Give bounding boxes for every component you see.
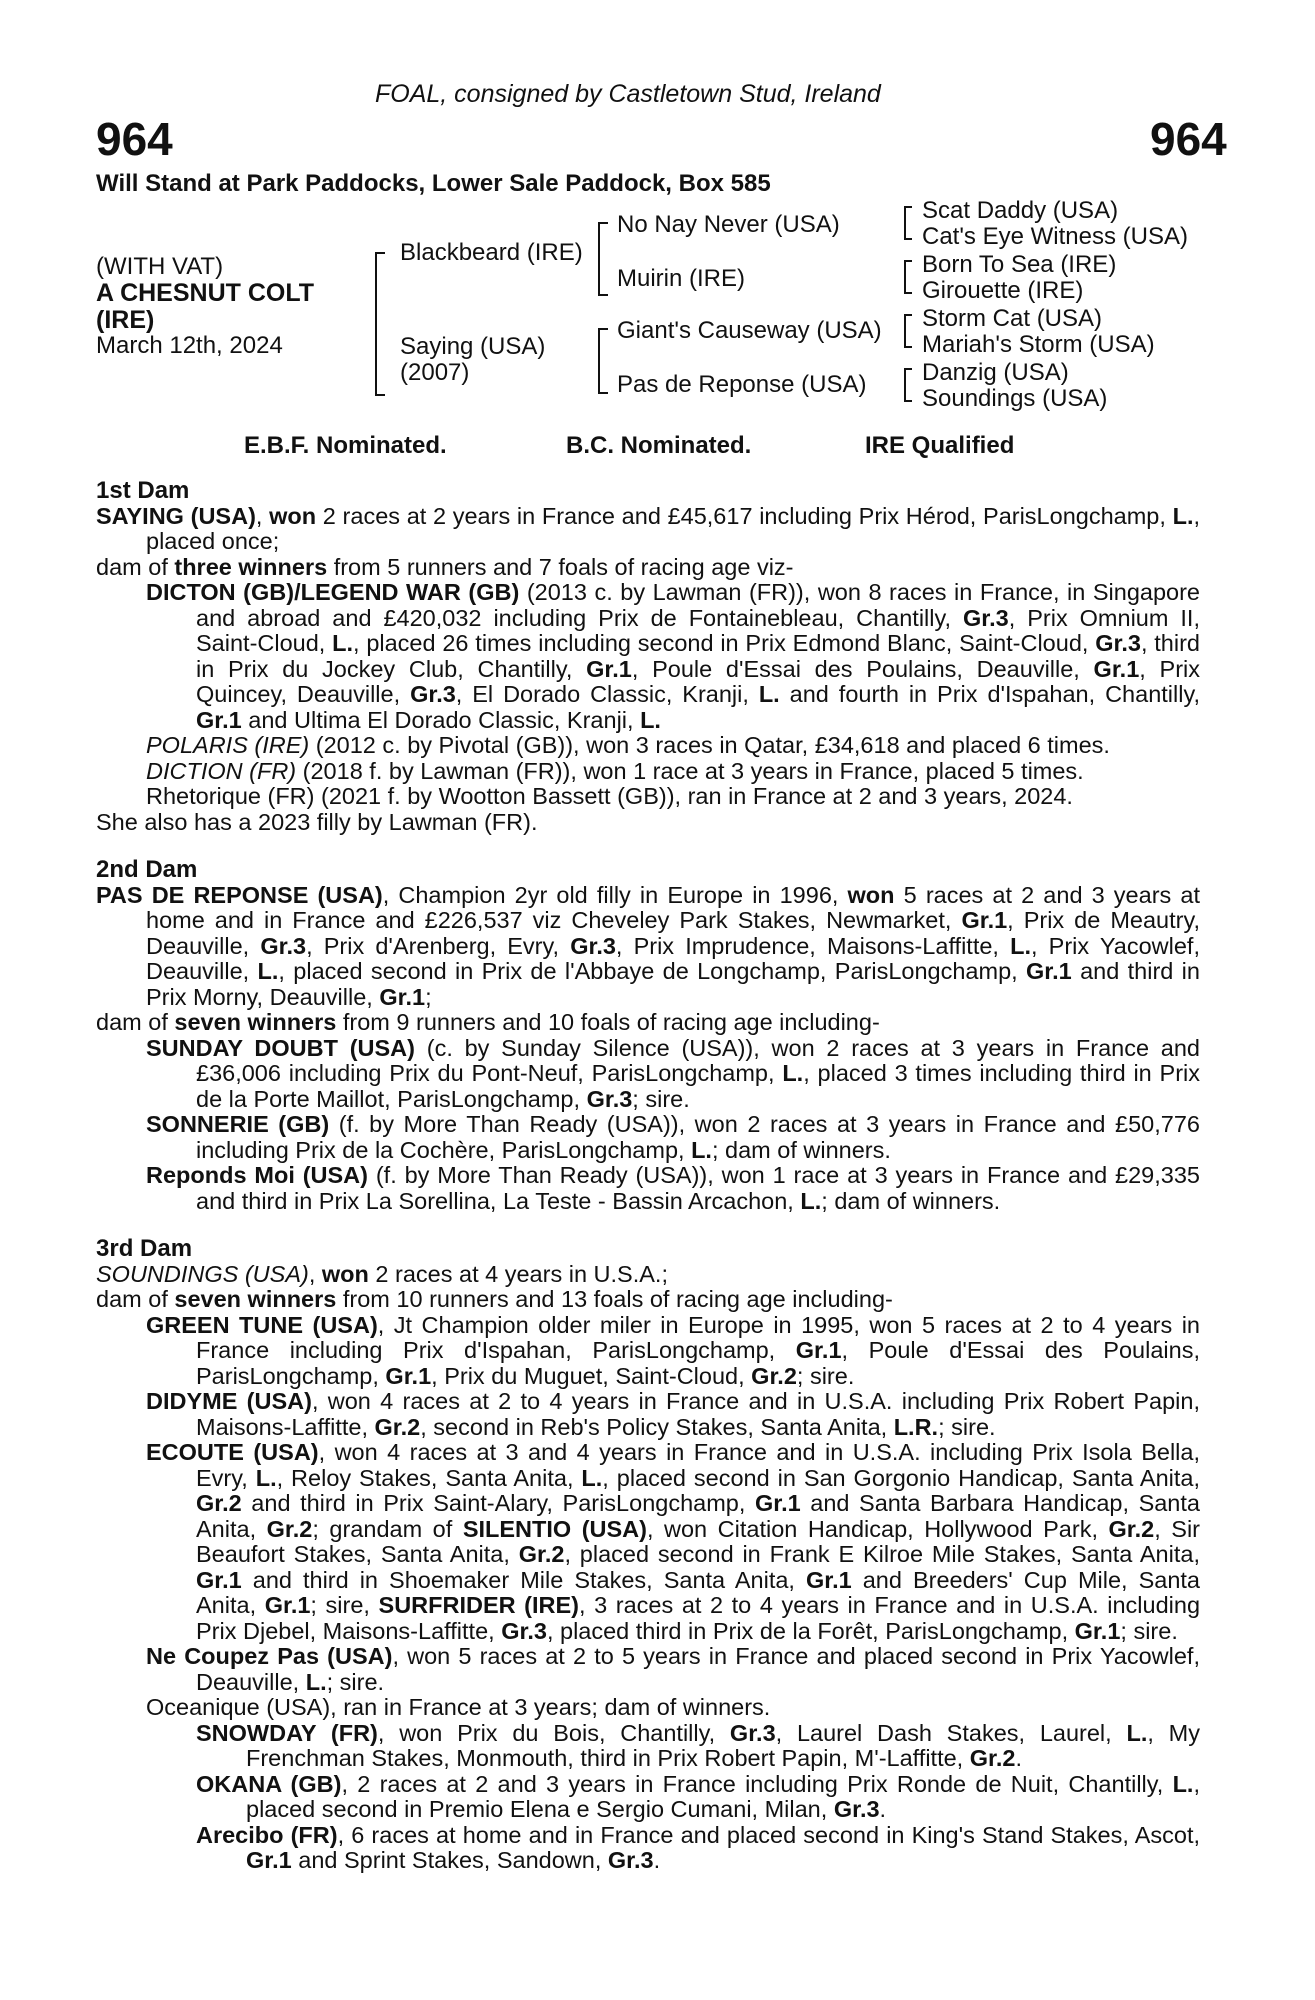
ebf-nomination: E.B.F. Nominated. xyxy=(244,432,447,459)
entry-text: , Poule d'Essai des Poulains, Deauville, xyxy=(631,655,1094,682)
entry-text: , Prix Quincey, Deauville, xyxy=(196,655,1200,707)
entry-text: , second in Reb's Policy Stakes, Santa Anita, xyxy=(420,1413,894,1440)
entry-text: . xyxy=(1015,1745,1022,1771)
catalogue-entry xyxy=(96,810,1200,836)
bold-text: L. xyxy=(800,1187,822,1214)
horse-name: GREEN TUNE (USA) xyxy=(146,1311,378,1338)
catalogue-entry xyxy=(96,1010,1200,1036)
pedigree-notes xyxy=(96,478,1200,1874)
bold-text: L. xyxy=(255,1464,277,1491)
entry-text: , 2 races at 2 and 3 years in France including Prix Ronde de Nuit, Chantilly, xyxy=(341,1770,1173,1797)
catalogue-entry xyxy=(96,1721,1200,1772)
catalogue-entry xyxy=(96,1389,1200,1440)
entry-text: from 10 runners and 13 foals of racing age including- xyxy=(336,1286,893,1312)
horse-name: SAYING (USA) xyxy=(96,502,256,529)
horse-name: SURFRIDER (IRE) xyxy=(378,1592,580,1618)
dam-sire-dam: Mariah's Storm (USA) xyxy=(922,331,1155,358)
bold-text: Gr.1 xyxy=(1074,1617,1121,1644)
entry-text: ; xyxy=(425,983,432,1010)
entry-text: , My Frenchman Stakes, Monmouth, third in Prix Robert Papin, M'-Laffitte, xyxy=(246,1719,1200,1771)
bold-text: Gr.1 xyxy=(754,1490,801,1516)
bold-text: Gr.3 xyxy=(410,681,456,707)
dam-sire: Giant's Causeway (USA) xyxy=(617,317,882,344)
consignment-line: FOAL, consigned by Castletown Stud, Ireland xyxy=(375,80,881,108)
entry-text: . xyxy=(653,1847,661,1873)
bold-text: Gr.1 xyxy=(385,1362,432,1389)
entry-text: , Prix Imprudence, Maisons-Laffitte, xyxy=(615,932,1011,959)
entry-text: , 3 races at 2 to 4 years in France and in U.S.A. including Prix Djebel, Maisons-Laffitte, xyxy=(196,1592,1201,1644)
entry-text: and Santa Barbara Handicap, Santa Anita, xyxy=(196,1490,1200,1542)
dd-brace xyxy=(904,368,912,402)
entry-text: , xyxy=(255,502,270,529)
bold-text: Gr.1 xyxy=(379,983,426,1010)
horse-name: DICTON (GB)/LEGEND WAR (GB) xyxy=(146,579,520,605)
catalogue-entry xyxy=(96,555,1200,581)
entry-text: , placed second in Prix de l'Abbaye de Longchamp, ParisLongchamp, xyxy=(278,958,1027,984)
entry-text: (2018 f. by Lawman (FR)), won 1 race at 3 years in France, placed 5 times. xyxy=(296,757,1084,784)
bold-text: L. xyxy=(1172,502,1194,529)
bold-text: Gr.3 xyxy=(1095,630,1141,656)
lot-number-left: 964 xyxy=(96,113,173,165)
bold-text: Gr.2 xyxy=(266,1515,313,1542)
entry-text: , 6 races at home and in France and placed second in King's Stand Stakes, Ascot, xyxy=(337,1821,1201,1848)
entry-text: ; dam of winners. xyxy=(821,1187,1001,1214)
entry-text: , placed 3 times including third in Prix de la Porte Maillot, ParisLongchamp, xyxy=(196,1060,1200,1112)
main-brace xyxy=(375,252,385,396)
section-heading: 1st Dam xyxy=(96,477,190,504)
sire-sire-sire: Scat Daddy (USA) xyxy=(922,197,1119,224)
entry-text: , placed second in San Gorgonio Handicap, Santa Anita, xyxy=(602,1464,1201,1491)
entry-text: from 9 runners and 10 foals of racing age including- xyxy=(336,1009,880,1035)
bold-text: L. xyxy=(758,681,780,707)
horse-name: SUNDAY DOUBT (USA) xyxy=(146,1034,415,1061)
bold-text: L. xyxy=(332,630,353,656)
bold-text: Gr.3 xyxy=(607,1847,654,1873)
entry-text: 2 races at 4 years in U.S.A.; xyxy=(368,1260,668,1287)
entry-text: ; sire. xyxy=(796,1362,855,1389)
sire-sire-dam: Cat's Eye Witness (USA) xyxy=(922,223,1188,250)
bold-text: seven winners xyxy=(174,1286,337,1312)
horse-name: SNOWDAY (FR) xyxy=(196,1719,378,1746)
entry-text: , El Dorado Classic, Kranji, xyxy=(455,681,759,707)
entry-text: , Poule d'Essai des Poulains, ParisLongchamp, xyxy=(196,1337,1200,1389)
horse-name: PAS DE REPONSE (USA) xyxy=(96,881,383,908)
entry-text: , placed 26 times including second in Prix Edmond Blanc, Saint-Cloud, xyxy=(353,630,1096,656)
bold-text: Gr.1 xyxy=(586,655,632,682)
entry-text: , Prix Yacowlef, Deauville, xyxy=(146,932,1200,984)
entry-text: and Sprint Stakes, Sandown, xyxy=(291,1847,608,1873)
entry-text: 2 races at 2 years in France and £45,617 including Prix Hérod, ParisLongchamp, xyxy=(316,502,1173,529)
entry-text: . xyxy=(879,1796,887,1822)
sire-sire: No Nay Never (USA) xyxy=(617,211,840,238)
catalogue-entry xyxy=(96,883,1200,1011)
catalogue-entry xyxy=(96,1644,1200,1695)
lot-number-right: 964 xyxy=(1150,113,1227,165)
catalogue-entry xyxy=(96,1440,1200,1644)
horse-name: Reponds Moi (USA) xyxy=(146,1162,368,1188)
entry-text: 5 races at 2 and 3 years at home and in France and £226,537 viz Cheveley Park Stakes, Newmarket, xyxy=(146,881,1200,933)
bold-text: won xyxy=(321,1260,369,1287)
bold-text: L. xyxy=(305,1668,327,1695)
bold-text: L. xyxy=(581,1464,603,1491)
ds-brace xyxy=(904,314,912,348)
entry-text: (f. by More Than Ready (USA)), won 1 race at 3 years in France and £29,335 and third in Prix La Sorellina, La Teste - Bassin Arcachon, xyxy=(196,1162,1200,1214)
entry-text: (2013 c. by Lawman (FR)), won 8 races in France, in Singapore and abroad and £420,032 including Prix de Fontainebleau, Chantilly, xyxy=(196,579,1200,631)
entry-text: and third in Prix Saint-Alary, ParisLongchamp, xyxy=(241,1490,755,1516)
bc-nomination: B.C. Nominated. xyxy=(566,432,752,459)
section-heading: 2nd Dam xyxy=(96,856,198,883)
bold-text: Gr.1 xyxy=(795,1337,842,1363)
sire-dam-dam: Girouette (IRE) xyxy=(922,277,1084,304)
catalogue-entry xyxy=(96,504,1200,555)
entry-text: , won 4 races at 3 and 4 years in France and in U.S.A. including Prix Isola Bella, Evry, xyxy=(196,1439,1200,1491)
entry-text: ; sire. xyxy=(1120,1617,1178,1644)
ss-brace xyxy=(904,206,912,240)
entry-text: , Champion 2yr old filly in Europe in 1996, xyxy=(382,881,848,908)
catalogue-entry xyxy=(96,1772,1200,1823)
bold-text: won xyxy=(847,881,895,908)
bold-text: Gr.2 xyxy=(1108,1515,1155,1542)
entry-text: dam of xyxy=(96,1286,175,1312)
horse-name: Ne Coupez Pas (USA) xyxy=(146,1643,393,1669)
horse-name: DIDYME (USA) xyxy=(146,1388,312,1414)
dam-sire-sire: Storm Cat (USA) xyxy=(922,305,1103,332)
entry-text: Oceanique (USA), ran in France at 3 years; dam of winners. xyxy=(146,1694,771,1720)
catalogue-entry xyxy=(96,1313,1200,1390)
catalogue-entry xyxy=(96,1262,1200,1288)
horse-name: OKANA (GB) xyxy=(196,1770,342,1797)
location-line: Will Stand at Park Paddocks, Lower Sale Paddock, Box 585 xyxy=(96,170,771,197)
bold-text: Gr.1 xyxy=(961,907,1008,933)
entry-text: , Jt Champion older miler in Europe in 1995, won 5 races at 2 to 4 years in France including Prix d'Ispahan, ParisLongchamp, xyxy=(196,1311,1200,1363)
catalogue-entry xyxy=(96,759,1200,785)
bold-text: Gr.1 xyxy=(264,1592,311,1618)
bold-text: L. xyxy=(1010,932,1031,959)
entry-text: , won Citation Handicap, Hollywood Park, xyxy=(646,1515,1109,1542)
dam-dam-sire: Danzig (USA) xyxy=(922,359,1069,386)
sire-brace xyxy=(598,222,608,296)
entry-text: , Prix Omnium II, Saint-Cloud, xyxy=(196,604,1200,656)
bold-text: Gr.3 xyxy=(570,932,616,959)
entry-text: , Prix d'Arenberg, Evry, xyxy=(306,932,571,959)
bold-text: L. xyxy=(782,1060,804,1086)
catalogue-entry xyxy=(96,1036,1200,1113)
entry-text: ; dam of winners. xyxy=(711,1136,891,1163)
bold-text: Gr.3 xyxy=(586,1085,633,1112)
dam-brace xyxy=(598,328,608,394)
entry-text: , placed second in Premio Elena e Sergio Cumani, Milan, xyxy=(246,1770,1200,1822)
bold-text: Gr.3 xyxy=(501,1617,547,1644)
bold-text: L. xyxy=(640,706,661,733)
entry-text: SOUNDINGS (USA) xyxy=(96,1260,309,1287)
bold-text: L.R. xyxy=(893,1413,939,1440)
foaling-date: March 12th, 2024 xyxy=(96,332,283,359)
bold-text: seven winners xyxy=(174,1009,337,1035)
entry-text: dam of xyxy=(96,1009,175,1035)
entry-text: , Prix de Meautry, Deauville, xyxy=(146,907,1200,959)
entry-text: , placed third in Prix de la Forêt, ParisLongchamp, xyxy=(546,1617,1075,1644)
entry-text: and fourth in Prix d'Ispahan, Chantilly, xyxy=(779,681,1200,707)
entry-text: and third in Prix Morny, Deauville, xyxy=(146,958,1200,1010)
entry-text: , won 5 races at 2 to 5 years in France and placed second in Prix Yacowlef, Deauville, xyxy=(196,1643,1200,1695)
bold-text: Gr.2 xyxy=(374,1413,421,1440)
sire-dam: Muirin (IRE) xyxy=(617,265,746,292)
bold-text: Gr.2 xyxy=(969,1745,1016,1771)
dam-dam-dam: Soundings (USA) xyxy=(922,385,1108,412)
bold-text: Gr.2 xyxy=(518,1541,565,1567)
bold-text: Gr.3 xyxy=(729,1719,776,1746)
bold-text: Gr.3 xyxy=(833,1796,880,1822)
entry-text: ; sire. xyxy=(632,1085,690,1112)
entry-text: , placed once; xyxy=(146,502,1201,554)
sd-brace xyxy=(904,260,912,294)
catalogue-entry xyxy=(96,1163,1200,1214)
bold-text: Gr.1 xyxy=(196,706,242,733)
entry-text: , xyxy=(308,1260,322,1287)
catalogue-entry xyxy=(96,784,1200,810)
catalogue-entry xyxy=(96,1695,1200,1721)
bold-text: Gr.1 xyxy=(805,1566,852,1593)
bold-text: L. xyxy=(691,1136,712,1163)
sire-dam-sire: Born To Sea (IRE) xyxy=(922,251,1117,278)
horse-name: ECOUTE (USA) xyxy=(146,1439,319,1465)
entry-text: ; sire, xyxy=(310,1592,379,1618)
entry-text: Rhetorique (FR) (2021 f. by Wootton Bassett (GB)), ran in France at 2 and 3 years, 2024. xyxy=(146,783,1073,809)
dam-dam: Pas de Reponse (USA) xyxy=(617,371,867,398)
dam: Saying (USA) xyxy=(400,333,546,360)
entry-text: , Laurel Dash Stakes, Laurel, xyxy=(775,1719,1127,1746)
entry-text: , won Prix du Bois, Chantilly, xyxy=(377,1719,730,1746)
catalogue-entry xyxy=(96,580,1200,733)
bold-text: Gr.1 xyxy=(196,1566,242,1593)
dam-year: (2007) xyxy=(400,359,470,386)
entry-text: and third in Shoemaker Mile Stakes, Santa Anita, xyxy=(241,1566,806,1593)
entry-text: (f. by More Than Ready (USA)), won 2 races at 3 years in France and £50,776 including Prix de la Cochère, ParisLongchamp, xyxy=(196,1111,1200,1163)
entry-text: , placed second in Frank E Kilroe Mile Stakes, Santa Anita, xyxy=(564,1541,1200,1567)
bold-text: Gr.3 xyxy=(963,604,1009,631)
entry-text: DICTION (FR) xyxy=(146,757,297,784)
entry-text: POLARIS (IRE) xyxy=(146,732,310,758)
catalogue-entry xyxy=(96,1823,1200,1874)
catalogue-entry xyxy=(96,1287,1200,1313)
entry-text: , Sir Beaufort Stakes, Santa Anita, xyxy=(196,1515,1201,1567)
entry-text: and Ultima El Dorado Classic, Kranji, xyxy=(241,706,641,733)
entry-text: and Breeders' Cup Mile, Santa Anita, xyxy=(196,1566,1200,1618)
entry-text: She also has a 2023 filly by Lawman (FR). xyxy=(96,808,538,835)
bold-text: Gr.1 xyxy=(1093,655,1140,682)
bold-text: L. xyxy=(1126,1719,1148,1746)
horse-name: Arecibo (FR) xyxy=(196,1821,338,1848)
sire: Blackbeard (IRE) xyxy=(400,239,583,266)
entry-text: , third in Prix du Jockey Club, Chantilly, xyxy=(196,630,1200,682)
horse-name: SONNERIE (GB) xyxy=(146,1111,330,1137)
entry-text: (2012 c. by Pivotal (GB)), won 3 races in Qatar, £34,618 and placed 6 times. xyxy=(309,732,1110,758)
catalogue-entry xyxy=(96,1112,1200,1163)
entry-text: ; grandam of xyxy=(312,1515,463,1542)
horse-name: SILENTIO (USA) xyxy=(462,1515,647,1542)
bold-text: Gr.2 xyxy=(751,1362,797,1389)
horse-title: A CHESNUT COLT xyxy=(96,279,315,307)
entry-text: ; sire. xyxy=(938,1413,996,1440)
entry-text: from 5 runners and 7 foals of racing age viz- xyxy=(327,553,794,580)
entry-text: dam of xyxy=(96,553,175,580)
bold-text: Gr.2 xyxy=(196,1490,242,1516)
bold-text: Gr.3 xyxy=(260,932,307,959)
entry-text: , won 4 races at 2 to 4 years in France and in U.S.A. including Prix Robert Papin, Maisons-Laffitte, xyxy=(196,1388,1200,1440)
vat-note: (WITH VAT) xyxy=(96,253,224,280)
entry-text: , Prix du Muguet, Saint-Cloud, xyxy=(431,1362,752,1389)
horse-title-country: (IRE) xyxy=(96,306,155,334)
ire-qualification: IRE Qualified xyxy=(865,432,1015,459)
section-heading: 3rd Dam xyxy=(96,1235,193,1262)
bold-text: won xyxy=(269,502,317,529)
bold-text: Gr.1 xyxy=(246,1847,292,1873)
bold-text: L. xyxy=(1172,1770,1194,1797)
bold-text: three winners xyxy=(174,553,328,580)
catalogue-entry xyxy=(96,733,1200,759)
entry-text: , Reloy Stakes, Santa Anita, xyxy=(276,1464,582,1491)
entry-text: (c. by Sunday Silence (USA)), won 2 races at 3 years in France and £36,006 including Prix du Pont-Neuf, ParisLongchamp, xyxy=(196,1034,1200,1086)
bold-text: L. xyxy=(257,958,279,984)
entry-text: ; sire. xyxy=(326,1668,385,1695)
bold-text: Gr.1 xyxy=(1026,958,1072,984)
